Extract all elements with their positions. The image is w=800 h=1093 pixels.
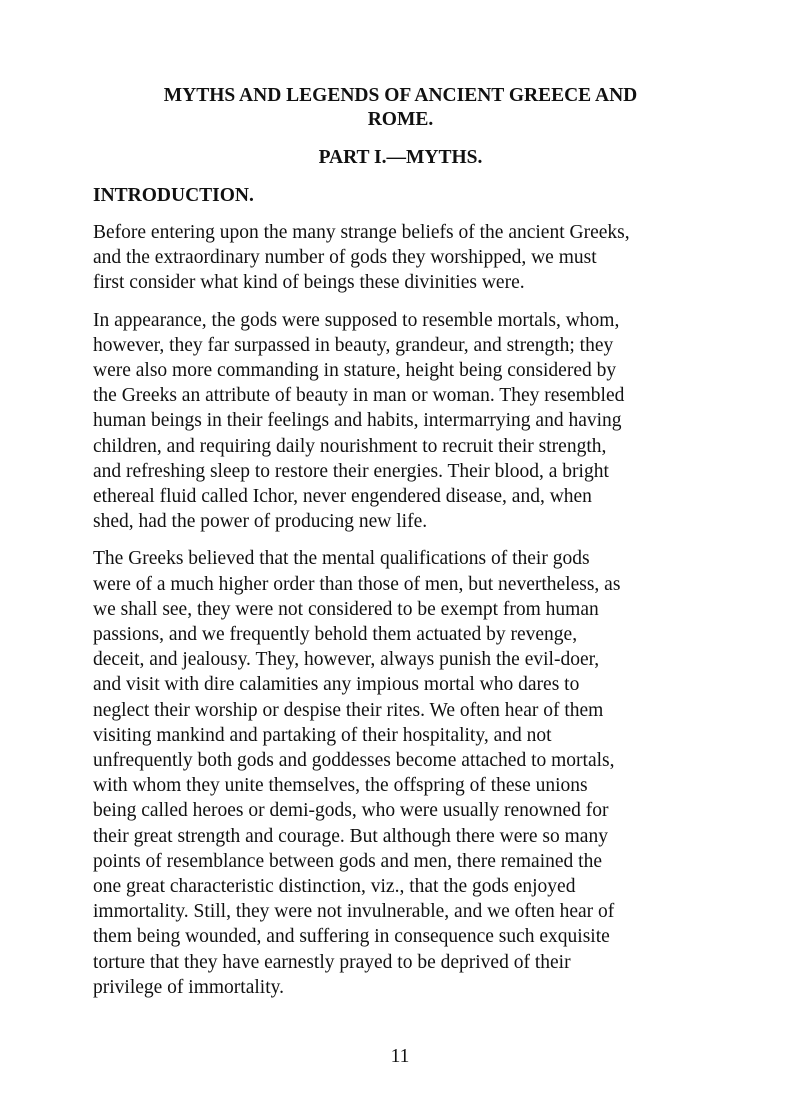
text-line: shed, had the power of producing new life. (93, 511, 428, 533)
text-line: the Greeks an attribute of beauty in man or woman. They resembled (93, 385, 625, 407)
paragraph-2 (93, 308, 708, 535)
paragraph-3 (93, 546, 708, 1000)
text-line: neglect their worship or despise their rites. We often hear of them (93, 699, 604, 721)
text-line: first consider what kind of beings these divinities were. (93, 272, 525, 294)
text-line: ethereal fluid called Ichor, never engendered disease, and, when (93, 486, 592, 508)
page-content (93, 84, 708, 1012)
text-line: children, and requiring daily nourishment to recruit their strength, (93, 435, 607, 457)
book-title-line-2: ROME. (367, 109, 434, 130)
text-line: however, they far surpassed in beauty, grandeur, and strength; they (93, 334, 614, 356)
text-line: immortality. Still, they were not invulnerable, and we often hear of (93, 901, 615, 923)
paragraph-1 (93, 220, 708, 296)
text-line: human beings in their feelings and habits, intermarrying and having (93, 410, 622, 432)
text-line: torture that they have earnestly prayed to be deprived of their (93, 951, 571, 973)
part-title: PART I.—MYTHS. (318, 147, 483, 168)
text-line: points of resemblance between gods and men, there remained the (93, 850, 602, 872)
book-title-line-1: MYTHS AND LEGENDS OF ANCIENT GREECE AND (163, 85, 638, 106)
text-line: being called heroes or demi-gods, who were usually renowned for (93, 800, 609, 822)
text-line: and visit with dire calamities any impious mortal who dares to (93, 674, 580, 696)
section-title: INTRODUCTION. (93, 185, 254, 206)
text-line: passions, and we frequently behold them actuated by revenge, (93, 624, 578, 646)
text-line: them being wounded, and suffering in consequence such exquisite (93, 926, 610, 948)
text-line: and refreshing sleep to restore their energies. Their blood, a bright (93, 460, 609, 482)
text-line: one great characteristic distinction, viz., that the gods enjoyed (93, 876, 576, 898)
text-line: were also more commanding in stature, height being considered by (93, 360, 617, 382)
text-line: visiting mankind and partaking of their hospitality, and not (93, 724, 552, 746)
text-line: we shall see, they were not considered to be exempt from human (93, 598, 599, 620)
text-line: The Greeks believed that the mental qualifications of their gods (93, 548, 590, 570)
text-line: In appearance, the gods were supposed to resemble mortals, whom, (93, 309, 620, 331)
book-title (93, 84, 708, 132)
text-line: were of a much higher order than those of men, but nevertheless, as (93, 573, 621, 595)
page-number: 11 (390, 1046, 410, 1067)
text-line: with whom they unite themselves, the offspring of these unions (93, 775, 588, 797)
text-line: privilege of immortality. (93, 976, 284, 998)
text-line: deceit, and jealousy. They, however, always punish the evil-doer, (93, 649, 600, 671)
text-line: Before entering upon the many strange beliefs of the ancient Greeks, (93, 222, 630, 243)
text-line: unfrequently both gods and goddesses become attached to mortals, (93, 750, 615, 772)
text-line: their great strength and courage. But although there were so many (93, 825, 608, 847)
text-line: and the extraordinary number of gods they worshipped, we must (93, 247, 597, 269)
